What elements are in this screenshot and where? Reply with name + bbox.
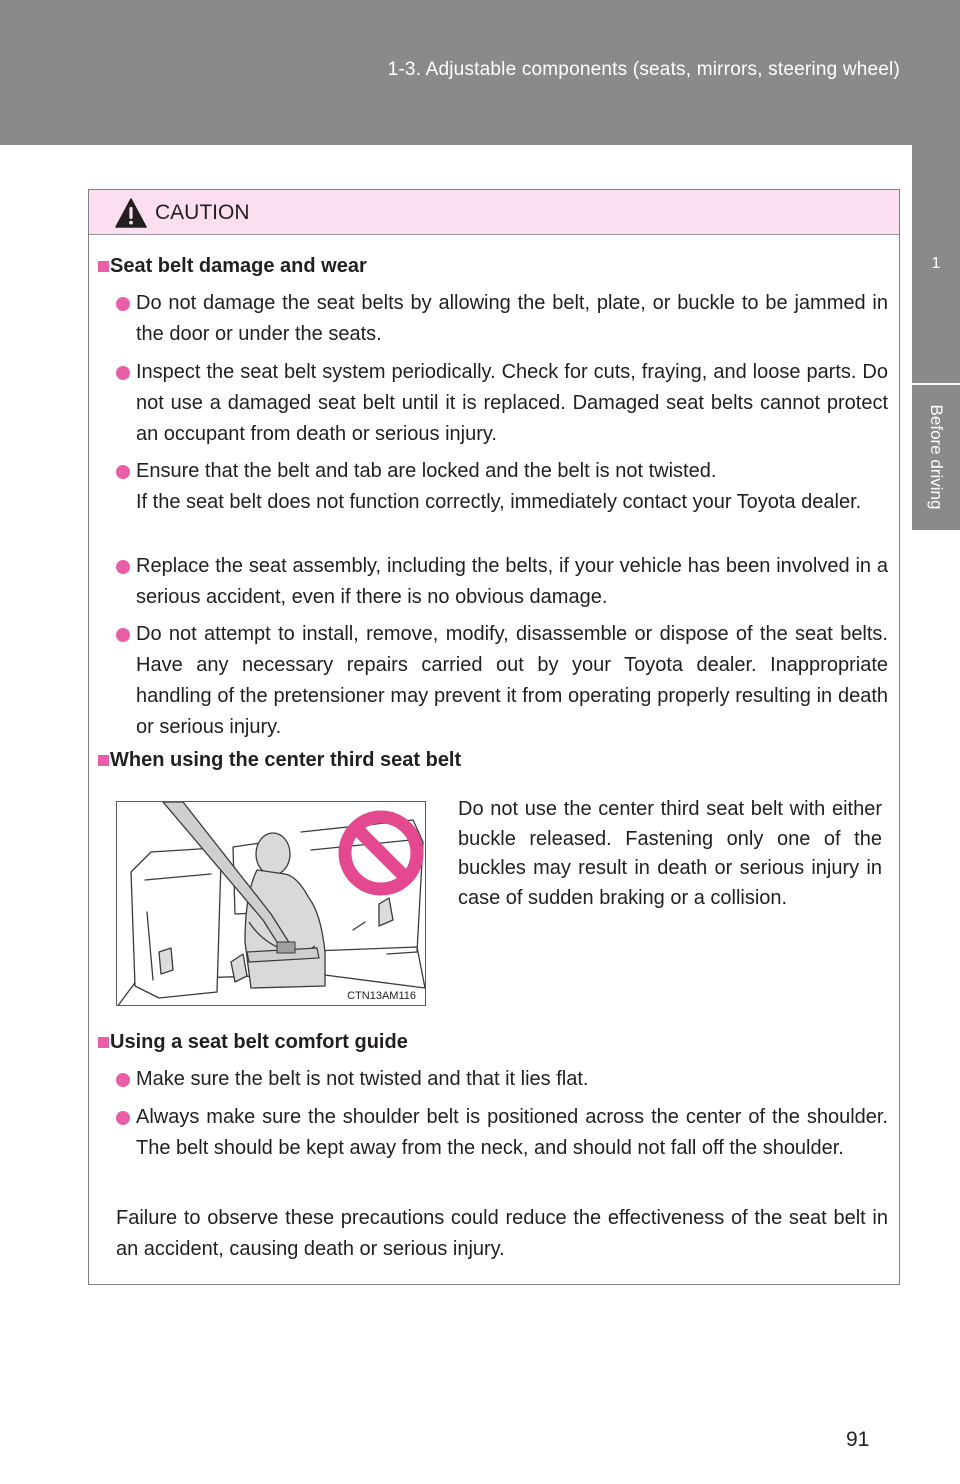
page-header — [0, 0, 960, 145]
bullet-text: Ensure that the belt and tab are locked and the belt is not twisted. — [136, 460, 717, 482]
chapter-label: Before driving — [927, 404, 946, 510]
section-marker — [98, 1037, 109, 1048]
bullet-text: Do not damage the seat belts by allowing the belt, plate, or buckle to be jammed in the door or under the seats. — [136, 292, 888, 345]
caution-footer-text: Failure to observe these precautions could reduce the effectiveness of the seat belt in an accident, causing death or serious injury. — [116, 1207, 888, 1260]
section-heading: When using the center third seat belt — [110, 749, 462, 771]
bullet-marker — [116, 366, 130, 380]
section-body: Do not use the center third seat belt with either buckle released. Fastening only one of the buckles may result in death or serious injury in case of sudden braking or a collision. — [458, 798, 882, 909]
center-seat-belt-illustration — [116, 801, 426, 1006]
seat-belt-drawing — [117, 802, 426, 1006]
bullet-marker — [116, 297, 130, 311]
bullet-marker — [116, 1073, 130, 1087]
chapter-label-box — [912, 385, 960, 530]
bullet-text: Always make sure the shoulder belt is positioned across the center of the shoulder. The belt should be kept away from the neck, and should not fall off the shoulder. — [136, 1106, 888, 1159]
chapter-number: 1 — [931, 255, 941, 272]
section-heading: Seat belt damage and wear — [110, 255, 367, 277]
bullet-continuation: If the seat belt does not function correctly, immediately contact your Toyota dealer. — [136, 491, 862, 513]
warning-triangle-icon — [115, 198, 147, 228]
bullet-marker — [116, 1111, 130, 1125]
page-number: 91 — [846, 1428, 870, 1451]
section-marker — [98, 755, 109, 766]
bullet-text: Replace the seat assembly, including the belts, if your vehicle has been involved in a serious accident, even if there is no obvious damage. — [136, 555, 888, 608]
bullet-text: Inspect the seat belt system periodically. Check for cuts, fraying, and loose parts. Do not use a damaged seat belt until it is replaced. Damaged seat belts cannot protect an occupant from death or serious injury. — [136, 361, 888, 445]
chapter-number-box — [912, 145, 960, 383]
bullet-marker — [116, 465, 130, 479]
section-marker — [98, 261, 109, 272]
bullet-marker — [116, 560, 130, 574]
caution-header — [89, 190, 899, 235]
illustration-code: CTN13AM116 — [347, 990, 416, 1002]
section-heading: Using a seat belt comfort guide — [110, 1031, 408, 1053]
chapter-title: 1-3. Adjustable components (seats, mirrors, steering wheel) — [387, 59, 900, 80]
caution-title: CAUTION — [155, 201, 250, 224]
chapter-side-tab — [912, 145, 960, 1484]
bullet-text: Make sure the belt is not twisted and that it lies flat. — [136, 1068, 589, 1090]
bullet-text: Do not attempt to install, remove, modify, disassemble or dispose of the seat belts. Have any necessary repairs carried out by your Toyota dealer. Inappropriate handling of the pretensioner may prevent it from operating properly resulting in death or serious injury. — [136, 623, 888, 738]
bullet-marker — [116, 628, 130, 642]
